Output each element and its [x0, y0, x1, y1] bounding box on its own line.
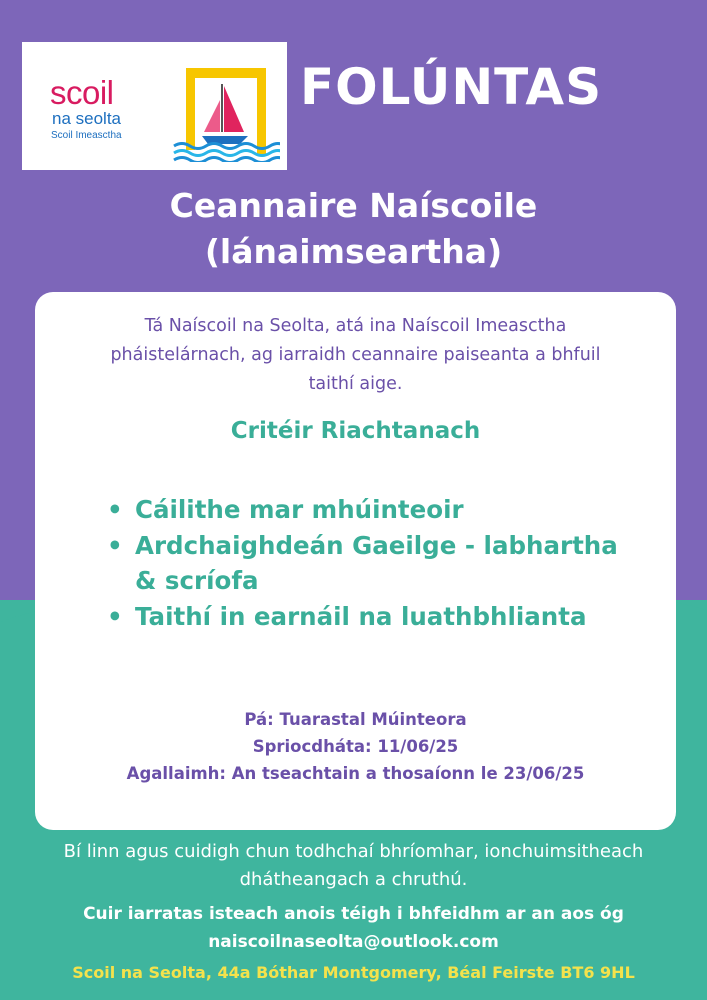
criteria-item: Taithí in earnáil na luathbhlianta: [135, 602, 587, 631]
job-title-line2: (lánaimseartha): [204, 232, 503, 271]
apply-text: Cuir iarratas isteach anois téigh i bhfeidhm ar an aos óg: [83, 904, 624, 924]
school-logo: [22, 42, 287, 170]
list-item: [107, 492, 627, 527]
email-link[interactable]: naiscoilnaseolta@outlook.com: [208, 932, 499, 952]
criteria-list: [107, 492, 627, 635]
intro-text: Tá Naíscoil na Seolta, atá ina Naíscoil Imeasctha pháistelárnach, ag iarraidh ceannaire paiseanta a bhfuil taithí aige.: [110, 316, 601, 394]
headline-vacancy: FOLÚNTAS: [300, 58, 603, 116]
job-details: [105, 706, 606, 787]
list-item: [107, 599, 627, 634]
list-item: [107, 528, 627, 598]
crane-boat-icon: [172, 60, 280, 162]
footer-message: Bí linn agus cuidigh chun todhchaí bhríomhar, ionchuimsitheach dhátheangach a chruthú.: [63, 841, 644, 890]
logo-subname: na seolta: [52, 109, 121, 128]
job-title-line1: Ceannaire Naíscoile: [169, 186, 538, 225]
pay-text: Pá: Tuarastal Múinteora: [244, 710, 467, 729]
school-address: Scoil na Seolta, 44a Bóthar Montgomery, Béal Feirste BT6 9HL: [72, 963, 635, 982]
logo-tagline: Scoil Imeasctha: [51, 130, 122, 141]
logo-name: scoil: [50, 74, 114, 111]
criteria-heading: Critéir Riachtanach: [230, 418, 481, 444]
footer-apply: [0, 900, 707, 956]
criteria-item: Ardchaighdeán Gaeilge - labhartha & scríofa: [135, 531, 618, 595]
bullet-icon: •: [107, 602, 123, 631]
bullet-icon: •: [107, 495, 123, 524]
job-title: [0, 183, 707, 275]
bullet-icon: •: [107, 531, 123, 560]
interview-text: Agallaimh: An tseachtain a thosaíonn le 23/06/25: [126, 764, 585, 783]
deadline-text: Spriocdháta: 11/06/25: [252, 737, 459, 756]
info-card: [35, 292, 676, 830]
criteria-item: Cáilithe mar mhúinteoir: [135, 495, 464, 524]
